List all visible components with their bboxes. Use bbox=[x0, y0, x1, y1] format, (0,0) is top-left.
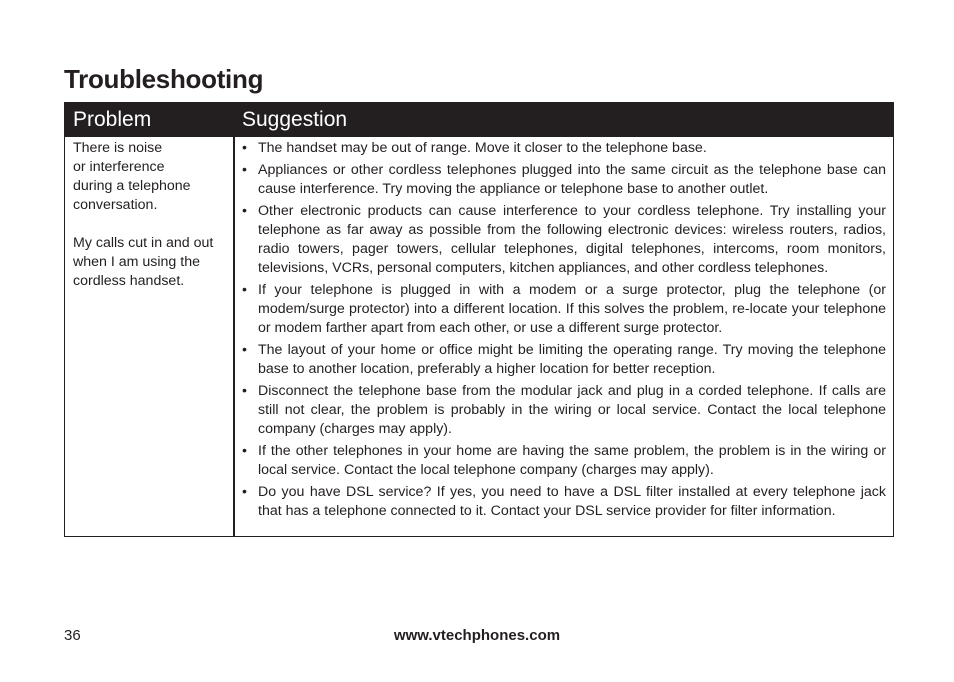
problem-cell bbox=[73, 139, 231, 291]
page-title: Troubleshooting bbox=[64, 64, 264, 94]
column-header-suggestion: Suggestion bbox=[242, 108, 348, 131]
suggestion-item bbox=[242, 202, 886, 278]
suggestion-text: If the other telephones in your home are having the same problem, the problem is in the wiring or local service. Contact the local telephone company (charges may apply). bbox=[258, 443, 886, 478]
bullet-icon: • bbox=[242, 342, 247, 358]
bullet-icon: • bbox=[242, 383, 247, 399]
bullet-icon: • bbox=[242, 484, 247, 500]
suggestion-item bbox=[242, 442, 886, 480]
page-number: 36 bbox=[64, 627, 81, 644]
suggestion-text: Other electronic products can cause interference to your cordless telephone. Try installing your telephone as far away as possible from the following electronic devices: wireless routers, radios, radio towers, pager towers, cellular telephones, digital telephones, intercoms, room monitors, televisions, VCRs, personal computers, kitchen appliances, and other cordless telephones. bbox=[258, 203, 886, 276]
problem-text: My calls cut in and out when I am using the cordless handset. bbox=[73, 235, 214, 289]
table-header-row bbox=[65, 103, 893, 137]
bullet-icon: • bbox=[242, 162, 247, 178]
suggestion-text: The layout of your home or office might be limiting the operating range. Try moving the telephone base to another location, preferably a higher location for better reception. bbox=[258, 342, 886, 377]
suggestion-item bbox=[242, 139, 886, 158]
bullet-icon: • bbox=[242, 282, 247, 298]
suggestion-item bbox=[242, 161, 886, 199]
suggestion-text: Appliances or other cordless telephones plugged into the same circuit as the telephone base can cause interference. Try moving the appliance or telephone base to another outlet. bbox=[258, 162, 886, 197]
bullet-icon: • bbox=[242, 140, 247, 156]
bullet-icon: • bbox=[242, 443, 247, 459]
suggestion-item bbox=[242, 483, 886, 521]
suggestion-item bbox=[242, 382, 886, 439]
column-header-problem: Problem bbox=[73, 108, 152, 131]
suggestion-text: The handset may be out of range. Move it closer to the telephone base. bbox=[258, 140, 707, 156]
website-url: www.vtechphones.com bbox=[393, 627, 561, 644]
problem-text: There is noise or interference during a telephone conversation. bbox=[73, 140, 191, 213]
column-divider bbox=[233, 137, 235, 536]
suggestion-text: Do you have DSL service? If yes, you need to have a DSL filter installed at every telephone jack that has a telephone connected to it. Contact your DSL service provider for filter information. bbox=[258, 484, 886, 519]
suggestion-text: Disconnect the telephone base from the modular jack and plug in a corded telephone. If calls are still not clear, the problem is probably in the wiring or local service. Contact the local telephone company (charges may apply). bbox=[258, 383, 886, 437]
suggestion-item bbox=[242, 341, 886, 379]
troubleshooting-table bbox=[64, 102, 894, 537]
suggestion-cell bbox=[242, 139, 886, 524]
bullet-icon: • bbox=[242, 203, 247, 219]
suggestion-text: If your telephone is plugged in with a modem or a surge protector, plug the telephone (or modem/surge protector) into a different location. If this solves the problem, re-locate your telephone or modem farther apart from each other, or use a different surge protector. bbox=[258, 282, 886, 336]
suggestion-item bbox=[242, 281, 886, 338]
